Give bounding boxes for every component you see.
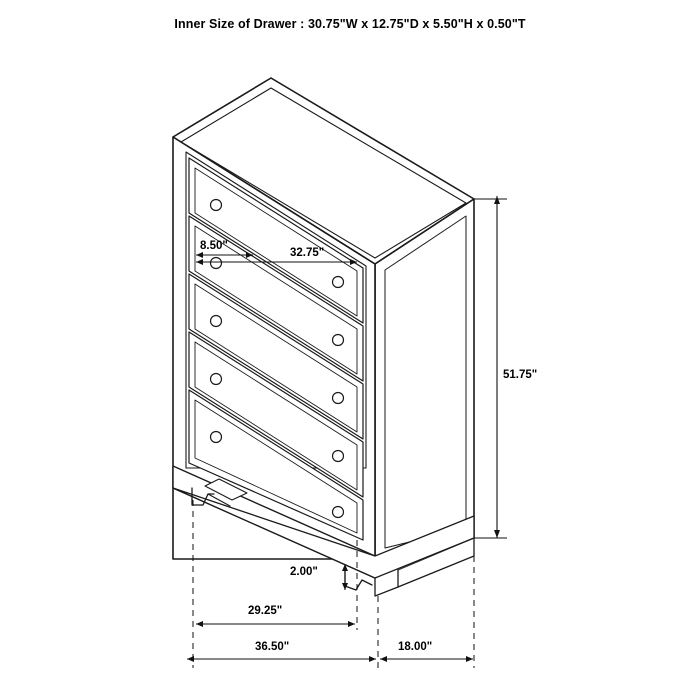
dim-36-50	[187, 656, 376, 662]
dim-18-00	[380, 656, 473, 662]
dim-label-32-75: 32.75"	[290, 247, 325, 259]
dim-label-18-00: 18.00"	[398, 641, 433, 653]
dim-29-25	[196, 621, 355, 627]
dim-label-29-25: 29.25"	[248, 605, 283, 617]
dim-label-51-75: 51.75"	[503, 369, 538, 381]
dim-label-36-50: 36.50"	[255, 641, 290, 653]
page-title: Inner Size of Drawer : 30.75"W x 12.75"D x 5.50"H x 0.50"T	[174, 17, 526, 31]
dim-label-2-00: 2.00"	[290, 566, 318, 578]
dim-51-75	[474, 196, 507, 538]
dim-label-8-50: 8.50"	[200, 240, 228, 252]
